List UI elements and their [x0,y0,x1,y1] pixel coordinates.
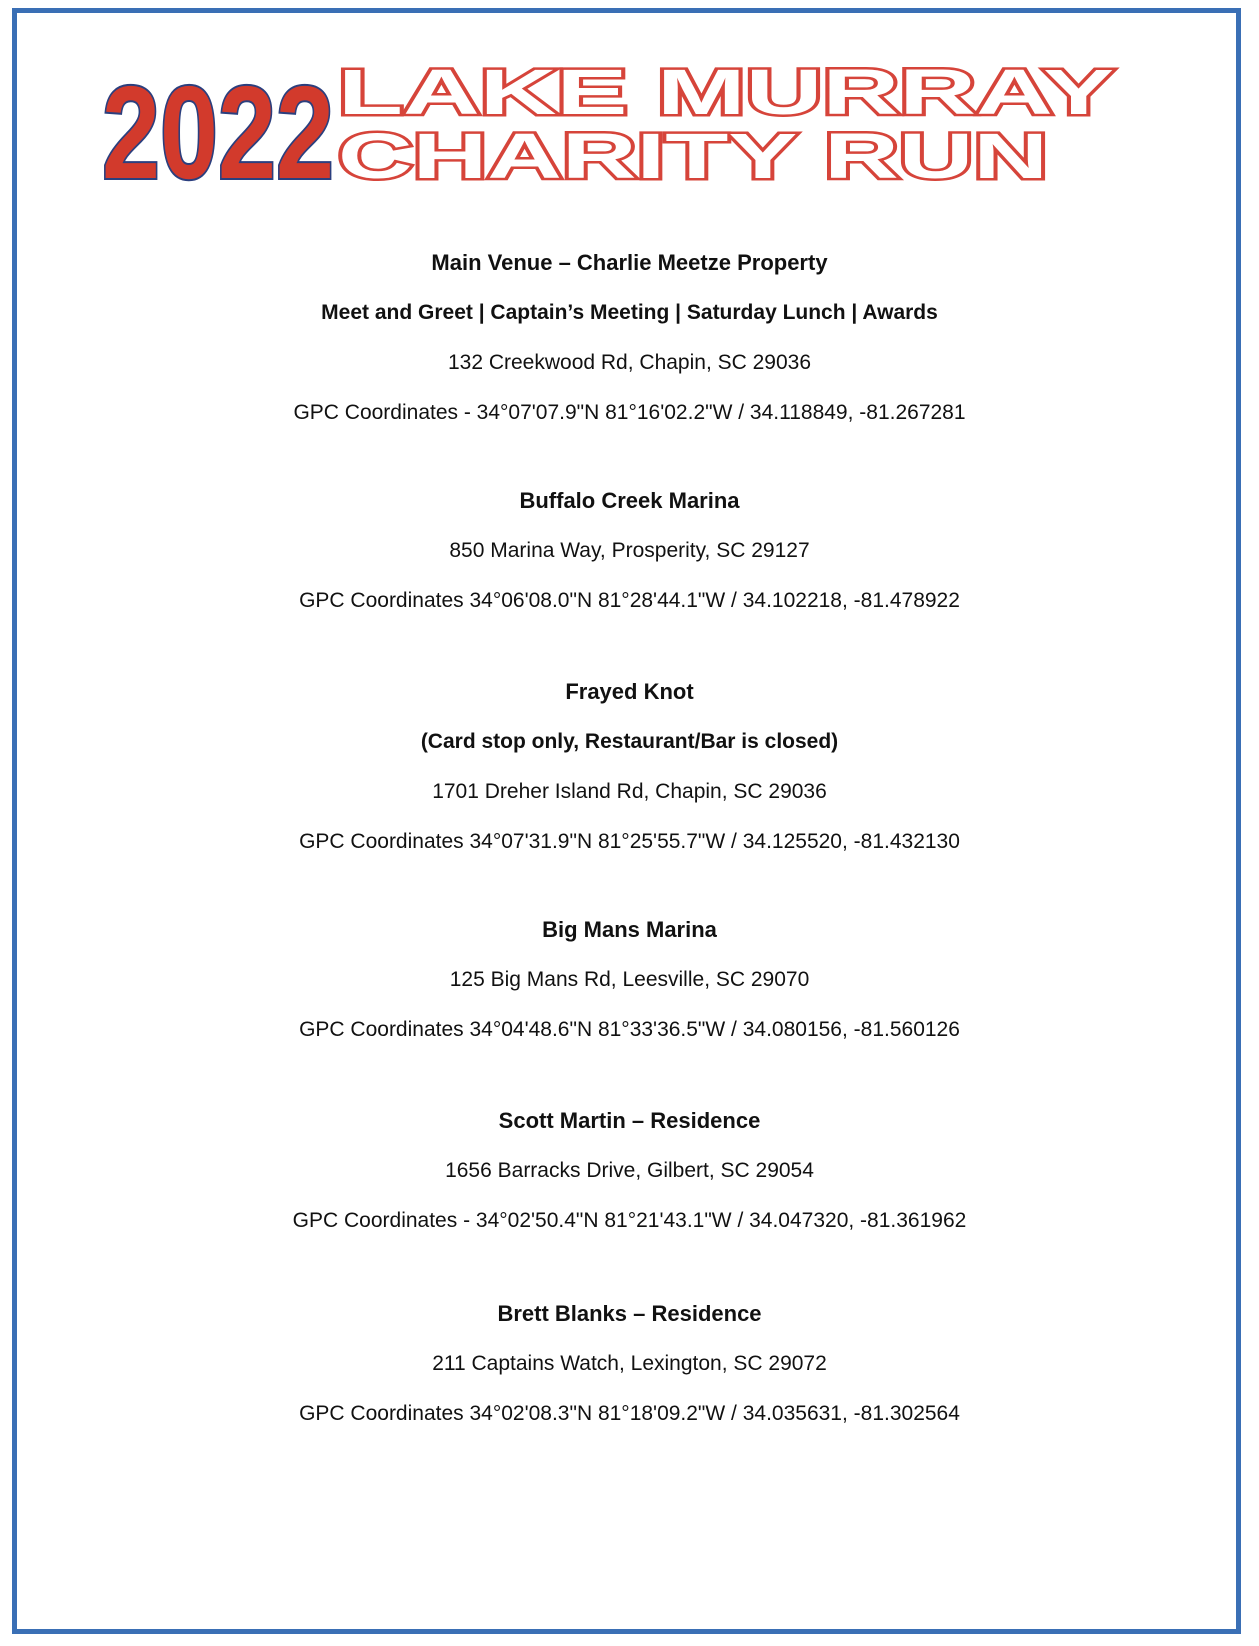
venue-frayed-knot [0,678,1259,878]
venue-coordinates: GPC Coordinates 34°04'48.6"N 81°33'36.5"W / 34.080156, -81.560126 [299,1018,960,1041]
venue-name: Main Venue – Charlie Meetze Property [431,250,828,275]
venue-coordinates: GPC Coordinates 34°02'08.3"N 81°18'09.2"W / 34.035631, -81.302564 [299,1402,960,1425]
venue-address: 1701 Dreher Island Rd, Chapin, SC 29036 [432,780,827,803]
venue-address: 211 Captains Watch, Lexington, SC 29072 [432,1352,827,1375]
logo-year: 2022 [102,59,334,194]
event-logo [100,54,1120,194]
venue-brett-blanks-residence [0,1300,1259,1450]
venue-coordinates: GPC Coordinates - 34°02'50.4"N 81°21'43.1"W / 34.047320, -81.361962 [292,1209,967,1232]
venue-name: Brett Blanks – Residence [497,1301,762,1326]
venue-coordinates: GPC Coordinates 34°06'08.0"N 81°28'44.1"W / 34.102218, -81.478922 [299,589,960,612]
logo-line2: CHARITY RUN [338,120,1048,192]
venue-name: Big Mans Marina [542,917,717,942]
venue-address: 132 Creekwood Rd, Chapin, SC 29036 [447,351,812,374]
venue-coordinates: GPC Coordinates - 34°07'07.9"N 81°16'02.2"W / 34.118849, -81.267281 [293,401,966,424]
venue-address: 1656 Barracks Drive, Gilbert, SC 29054 [445,1159,814,1182]
venue-note: Meet and Greet | Captain’s Meeting | Saturday Lunch | Awards [321,301,938,324]
venue-note: (Card stop only, Restaurant/Bar is closed) [420,730,839,753]
venue-scott-martin-residence [0,1107,1259,1257]
venue-address: 850 Marina Way, Prosperity, SC 29127 [449,539,810,562]
venue-buffalo-creek-marina [0,487,1259,637]
venue-big-mans-marina [0,916,1259,1066]
logo-line1: LAKE MURRAY [338,56,1114,128]
venue-name: Buffalo Creek Marina [519,488,740,513]
venue-address: 125 Big Mans Rd, Leesville, SC 29070 [449,968,810,991]
venue-main [0,249,1259,449]
venue-name: Frayed Knot [565,679,694,704]
venue-coordinates: GPC Coordinates 34°07'31.9"N 81°25'55.7"W / 34.125520, -81.432130 [299,830,960,853]
venue-name: Scott Martin – Residence [498,1108,761,1133]
